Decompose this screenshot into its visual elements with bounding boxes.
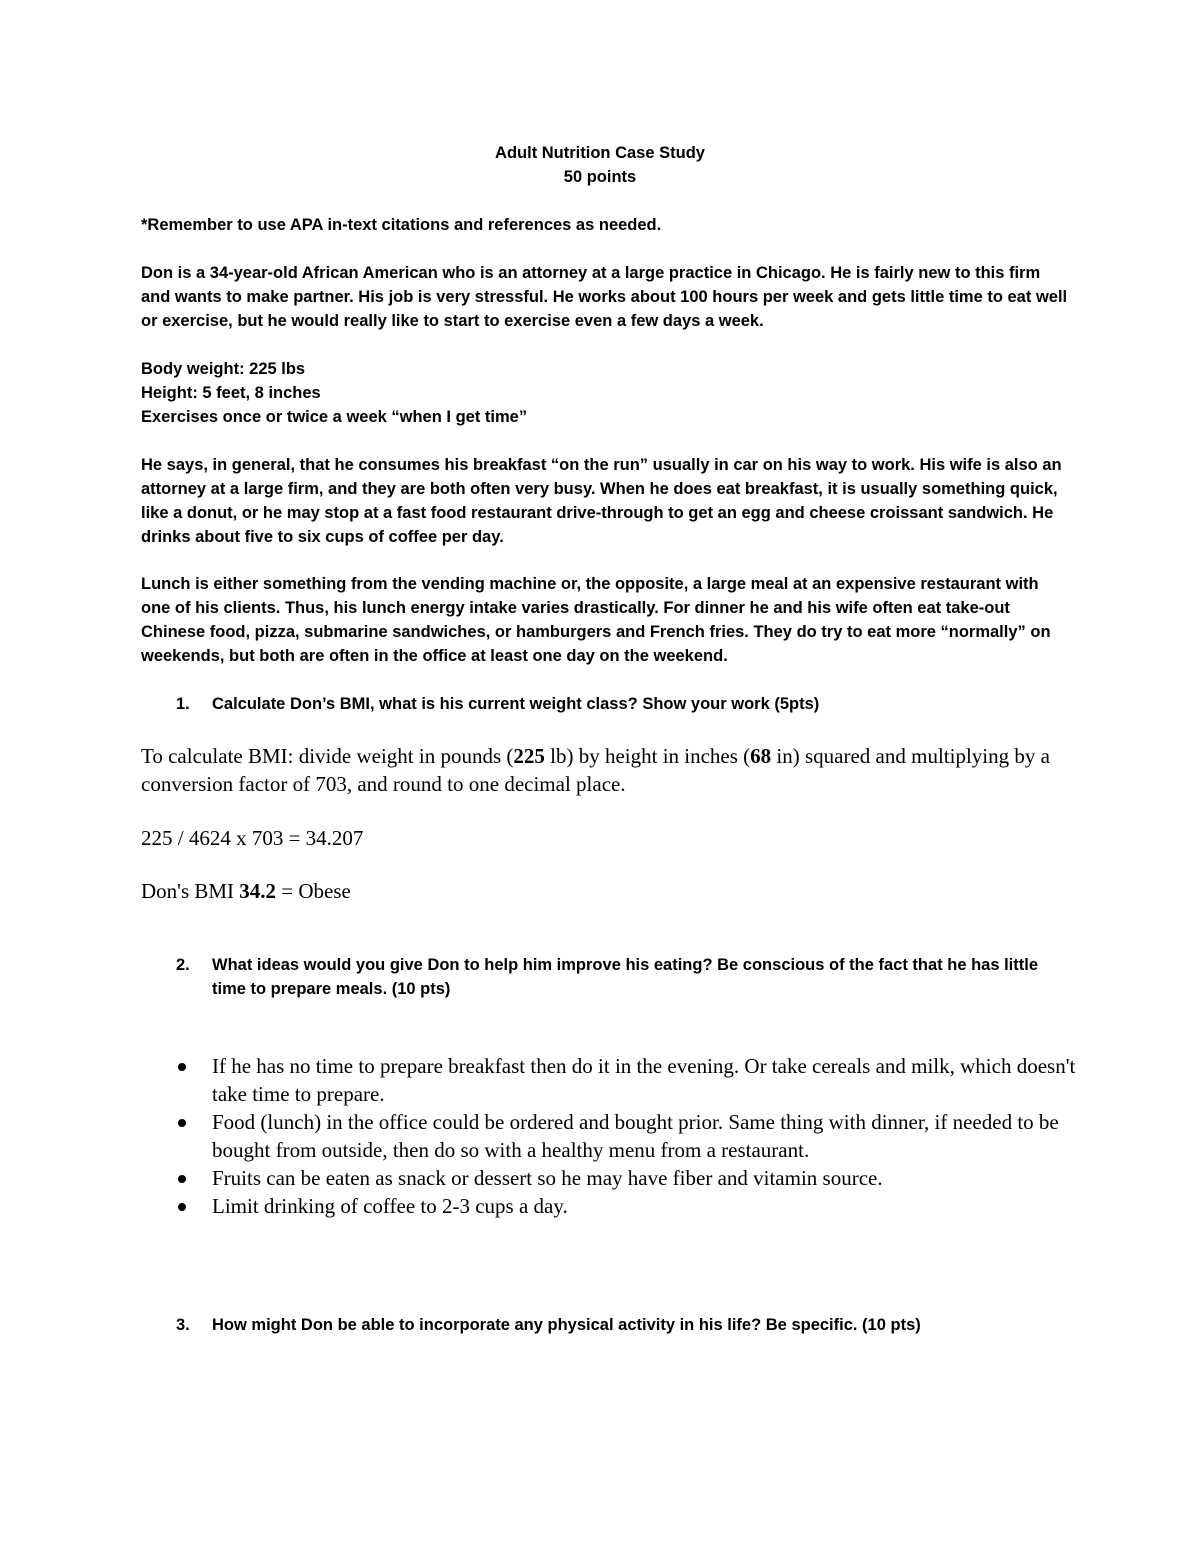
question-2-text: What ideas would you give Don to help him improve his eating? Be conscious of the fact that he has little time to prepare meals. (10 pts) bbox=[212, 956, 1039, 998]
list-item: If he has no time to prepare breakfast then do it in the evening. Or take cereals and milk, which doesn't take time to prepare. bbox=[176, 1052, 1076, 1108]
question-3-text: How might Don be able to incorporate any physical activity in his life? Be specific. (10 pts) bbox=[212, 1316, 921, 1334]
question-3-number: 3. bbox=[176, 1316, 190, 1334]
bullet-icon bbox=[178, 1175, 186, 1183]
answer-1-method: To calculate BMI: divide weight in pounds (225 lb) by height in inches (68 in) squared and multiplying by a conversion factor of 703, and round to one decimal place. bbox=[141, 744, 1050, 796]
bullet-icon bbox=[178, 1063, 186, 1071]
document-points: 50 points bbox=[563, 168, 637, 186]
intro-paragraph: Don is a 34-year-old African American who is an attorney at a large practice in Chicago. He is fairly new to this firm and wants to make partner. His job is very stressful. He works about 100 hours per week and gets little time to eat well or exercise, but he would really like to start to exercise even a few days a week. bbox=[141, 264, 1068, 330]
question-2 bbox=[176, 953, 1076, 1001]
body-weight: Body weight: 225 lbs bbox=[141, 360, 306, 378]
document-title: Adult Nutrition Case Study bbox=[495, 144, 705, 162]
weight-value: 225 bbox=[513, 744, 545, 768]
patient-stats bbox=[141, 357, 1071, 429]
list-item: Fruits can be eaten as snack or dessert so he may have fiber and vitamin source. bbox=[176, 1164, 1076, 1192]
answer-1-calculation: 225 / 4624 x 703 = 34.207 bbox=[141, 826, 364, 850]
list-item: Limit drinking of coffee to 2-3 cups a day. bbox=[176, 1192, 1076, 1220]
question-1-number: 1. bbox=[176, 695, 190, 713]
bullet-icon bbox=[178, 1119, 186, 1127]
lunch-paragraph: Lunch is either something from the vending machine or, the opposite, a large meal at an expensive restaurant with one of his clients. Thus, his lunch energy intake varies drastically. For dinner he and his wife often eat take-out Chinese food, pizza, submarine sandwiches, or hamburgers and French fries. They do try to eat more “normally” on weekends, but both are often in the office at least one day on the weekend. bbox=[141, 575, 1051, 665]
answer-2-list bbox=[176, 1052, 1076, 1220]
breakfast-paragraph: He says, in general, that he consumes his breakfast “on the run” usually in car on his way to work. His wife is also an attorney at a large firm, and they are both often very busy. When he does eat breakfast, it is usually something quick, like a donut, or he may stop at a fast food restaurant drive-through to get an egg and cheese croissant sandwich. He drinks about five to six cups of coffee per day. bbox=[141, 456, 1062, 546]
list-item: Food (lunch) in the office could be ordered and bought prior. Same thing with dinner, if needed to be bought from outside, then do so with a healthy menu from a restaurant. bbox=[176, 1108, 1076, 1164]
reminder-note: *Remember to use APA in-text citations and references as needed. bbox=[141, 216, 662, 234]
question-1-text: Calculate Don’s BMI, what is his current weight class? Show your work (5pts) bbox=[212, 695, 820, 713]
question-1 bbox=[176, 692, 1076, 716]
answer-1-result: Don's BMI 34.2 = Obese bbox=[141, 879, 351, 903]
exercise-frequency: Exercises once or twice a week “when I get time” bbox=[141, 408, 528, 426]
question-3 bbox=[176, 1313, 1076, 1337]
height-value: 68 bbox=[750, 744, 772, 768]
bullet-icon bbox=[178, 1203, 186, 1211]
height: Height: 5 feet, 8 inches bbox=[141, 384, 321, 402]
question-2-number: 2. bbox=[176, 956, 190, 974]
bmi-value: 34.2 bbox=[239, 879, 277, 903]
